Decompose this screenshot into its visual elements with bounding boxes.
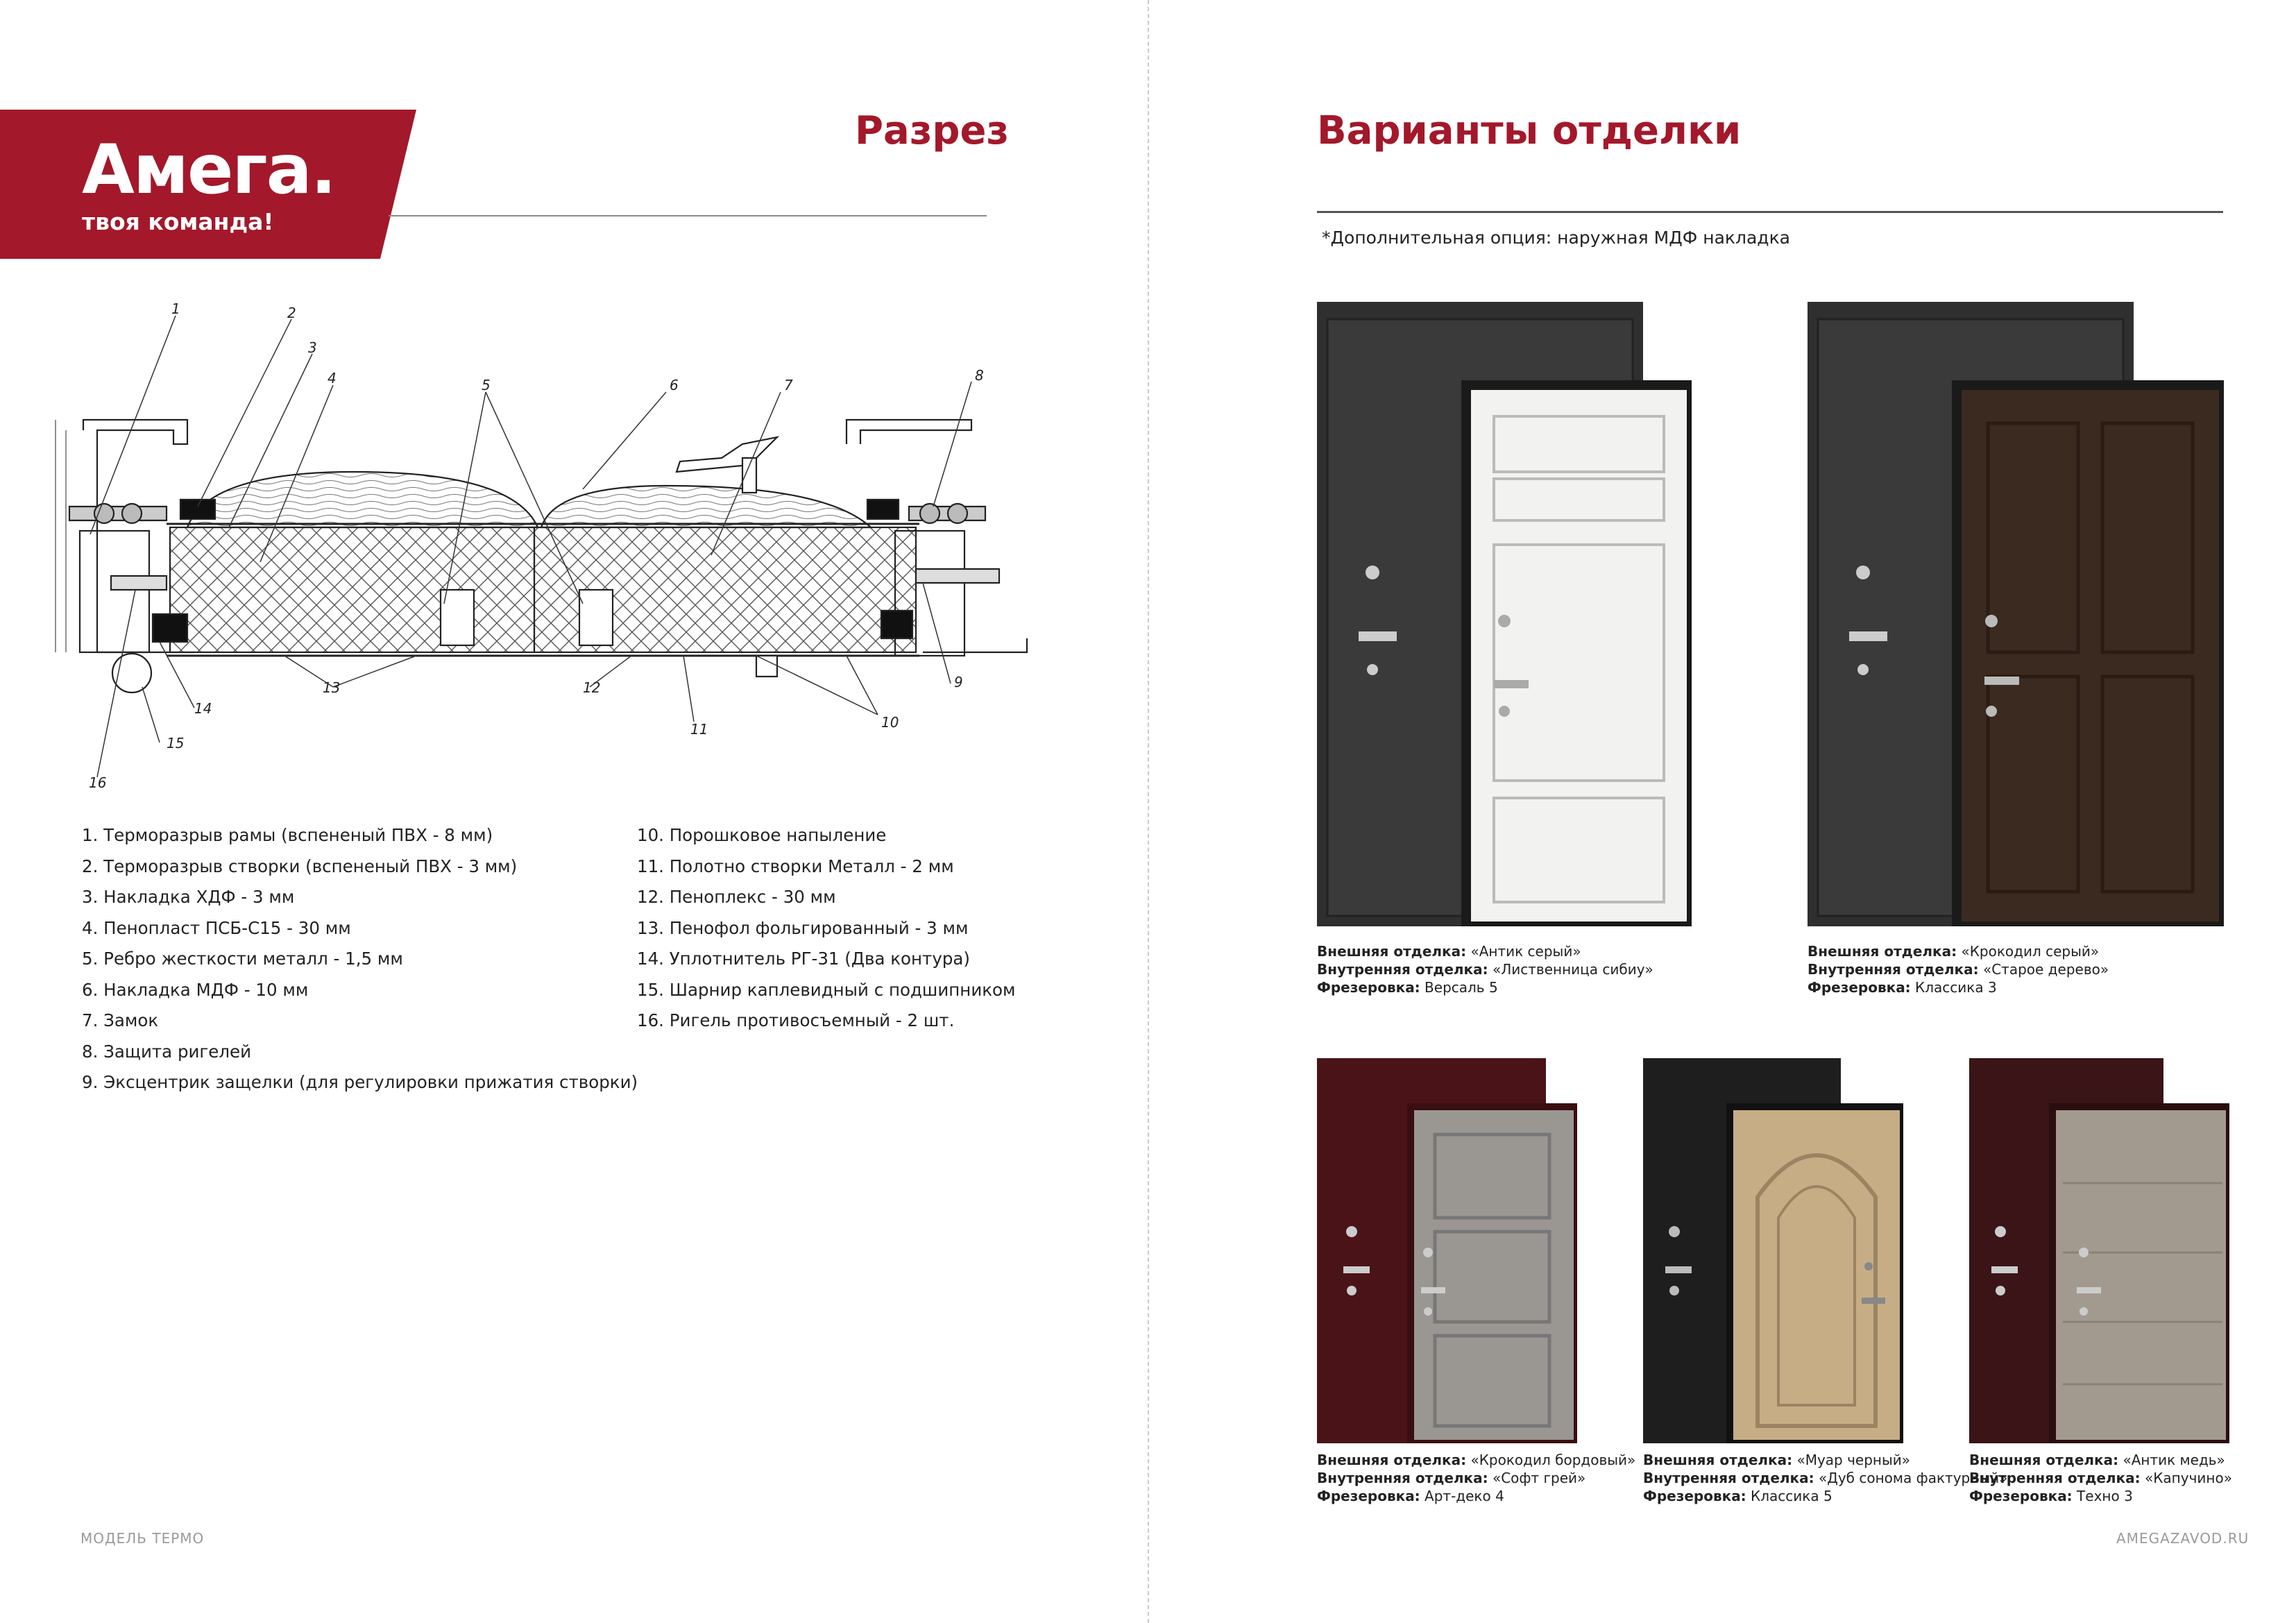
caption-mill-value: Классика 3 [1915, 979, 1997, 996]
legend-item: 11. Полотно створки Металл - 2 мм [637, 856, 954, 876]
caption-variant-3 [1317, 1451, 1635, 1505]
caption-variant-1 [1317, 942, 1653, 996]
brand-tagline: твоя команда! [82, 208, 274, 235]
callout-14: 14 [194, 700, 212, 717]
title-rule-left [389, 215, 987, 216]
page-divider [1148, 0, 1149, 1623]
legend-item: 12. Пеноплекс - 30 мм [637, 887, 836, 907]
callout-5: 5 [482, 377, 491, 393]
mdf-overlay-left [187, 472, 538, 527]
caption-label-outer: Внешняя отделка: [1317, 1452, 1467, 1468]
legend-item: 14. Уплотнитель РГ-31 (Два контура) [637, 949, 970, 969]
caption-outer-value: «Муар черный» [1796, 1452, 1911, 1468]
caption-label-inner: Внутренняя отделка: [1808, 961, 1979, 978]
caption-label-outer: Внешняя отделка: [1808, 943, 1957, 960]
door-cross-section-diagram [28, 298, 1069, 798]
door-image-3 [1317, 1058, 1577, 1443]
legend-item: 5. Ребро жесткости металл - 1,5 мм [82, 949, 403, 969]
seal-right [881, 611, 912, 638]
callout-10: 10 [881, 714, 899, 731]
caption-mill-value: Классика 5 [1751, 1488, 1832, 1504]
legend-item: 2. Терморазрыв створки (вспененый ПВХ - 3 мм) [82, 856, 518, 876]
caption-variant-2 [1808, 942, 2109, 996]
frame-left [80, 531, 149, 652]
caption-mill-value: Арт-деко 4 [1425, 1488, 1504, 1504]
caption-label-outer: Внешняя отделка: [1317, 943, 1467, 960]
door-image-4 [1643, 1058, 1903, 1443]
legend-column-2 [637, 820, 1016, 1037]
caption-label-inner: Внутренняя отделка: [1969, 1470, 2141, 1486]
legend-item: 8. Защита ригелей [82, 1041, 252, 1062]
caption-inner-value: «Старое дерево» [1982, 961, 2109, 978]
caption-inner-value: «Лиственница сибиу» [1492, 961, 1653, 978]
door-image-1 [1317, 302, 1692, 926]
caption-outer-value: «Крокодил серый» [1961, 943, 2100, 960]
section-title-finishes: Варианты отделки [1317, 108, 1742, 153]
caption-inner-value: «Капучино» [2144, 1470, 2232, 1486]
footer-model: МОДЕЛЬ ТЕРМО [80, 1530, 205, 1547]
callout-11: 11 [690, 721, 708, 738]
caption-outer-value: «Антик серый» [1470, 943, 1581, 960]
caption-label-inner: Внутренняя отделка: [1317, 1470, 1488, 1486]
caption-label-inner: Внутренняя отделка: [1643, 1470, 1814, 1486]
foam-core-left [170, 527, 534, 652]
mdf-overlay-right [541, 486, 871, 527]
callout-1: 1 [171, 300, 180, 317]
caption-outer-value: «Антик медь» [2123, 1452, 2225, 1468]
caption-variant-4 [1643, 1451, 2007, 1505]
legend-item: 16. Ригель противосъемный - 2 шт. [637, 1010, 955, 1030]
callout-8: 8 [975, 367, 984, 384]
legend-item: 13. Пенофол фольгированный - 3 мм [637, 917, 969, 938]
legend-item: 6. Накладка МДФ - 10 мм [82, 979, 309, 1000]
caption-variant-5 [1969, 1451, 2232, 1505]
brand-name: Амега. [82, 130, 335, 210]
legend-column-1 [82, 820, 638, 1098]
callout-9: 9 [954, 674, 963, 690]
footer-website: AMEGAZAVOD.RU [2116, 1530, 2250, 1547]
caption-mill-value: Техно 3 [2077, 1488, 2133, 1504]
option-note: *Дополнительная опция: наружная МДФ накладка [1322, 228, 1790, 248]
caption-label-mill: Фрезеровка: [1969, 1488, 2073, 1504]
title-rule-right [1317, 211, 2223, 213]
legend-item: 10. Порошковое напыление [637, 825, 887, 845]
legend-item: 4. Пенопласт ПСБ-С15 - 30 мм [82, 917, 351, 938]
callout-16: 16 [89, 774, 107, 791]
door-image-2 [1808, 302, 2224, 926]
caption-label-mill: Фрезеровка: [1317, 1488, 1420, 1504]
caption-label-inner: Внутренняя отделка: [1317, 961, 1488, 978]
caption-label-mill: Фрезеровка: [1808, 979, 1911, 996]
caption-inner-value: «Дуб сонома фактурный» [1818, 1470, 2008, 1486]
caption-label-mill: Фрезеровка: [1643, 1488, 1746, 1504]
callout-12: 12 [583, 679, 601, 696]
seal-left [153, 614, 187, 642]
callout-13: 13 [323, 679, 341, 696]
callout-6: 6 [670, 377, 679, 393]
caption-outer-value: «Крокодил бордовый» [1470, 1452, 1636, 1468]
legend-item: 9. Эксцентрик защелки (для регулировки прижатия створки) [82, 1072, 638, 1092]
callout-4: 4 [328, 370, 337, 386]
legend-item: 7. Замок [82, 1010, 159, 1030]
section-title-cut: Разрез [855, 108, 1009, 153]
door-image-5 [1969, 1058, 2229, 1443]
caption-label-outer: Внешняя отделка: [1969, 1452, 2119, 1468]
legend-item: 1. Терморазрыв рамы (вспененый ПВХ - 8 мм) [82, 825, 493, 845]
callout-3: 3 [308, 339, 317, 356]
callout-7: 7 [784, 377, 793, 393]
legend-item: 15. Шарнир каплевидный с подшипником [637, 979, 1016, 1000]
callout-15: 15 [167, 735, 185, 751]
callout-2: 2 [287, 305, 296, 321]
caption-mill-value: Версаль 5 [1425, 979, 1498, 996]
caption-label-mill: Фрезеровка: [1317, 979, 1420, 996]
caption-inner-value: «Софт грей» [1492, 1470, 1586, 1486]
legend-item: 3. Накладка ХДФ - 3 мм [82, 887, 295, 907]
caption-label-outer: Внешняя отделка: [1643, 1452, 1793, 1468]
